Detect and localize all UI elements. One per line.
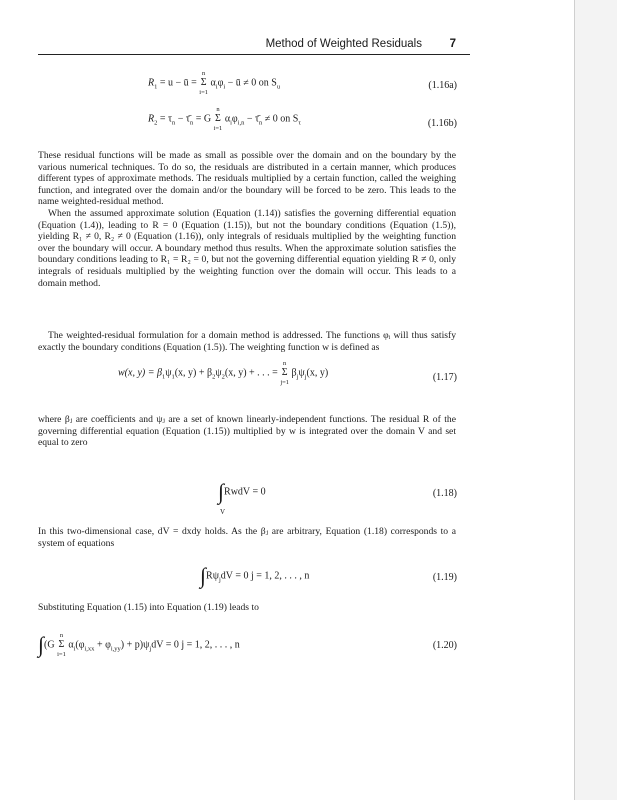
equation-1-19: $\int R\psi_jdV = 0$ j = 1, 2, . . . , n [200,563,310,588]
paragraph-6: Substituting Equation (1.15) into Equation (1.19) leads to [38,602,259,613]
paragraph-4: where βⱼ are coefficients and ψⱼ are a set of known linearly-independent functions. The residual R of the governing differential equation (Equation (1.15)) multiplied by w is integrated over the domain V and set equal to zero [38,414,456,449]
equation-1-16a: $R_1 = u$ − ū = n Σ i=1 $\alpha_i\varphi_i$ − ū ≠ 0 on $S_u$ [148,70,281,96]
paragraph-1: These residual functions will be made as small as possible over the domain and on the boundary by the various numerical techniques. To do so, the residuals are distributed in a certain manner, which produces different types of approximate methods. The residuals multiplied by a certain function, called the weighing function, and integrated over the domain and/or the boundary will be forced to be zero. This leads to the name weighted-residual method. [38,150,456,208]
scrollbar-track[interactable] [574,0,617,800]
equation-number: (1.16b) [427,118,457,129]
page-number: 7 [449,38,456,50]
equation-number: (1.18) [432,488,457,499]
equation-number: (1.17) [432,372,457,383]
equation-1-16b: $R_2 = \tau_n$ − $\taū_n = G$ n Σ i=1 $\alpha_i\varphi_{i,n}$ − $\taū_n \ne 0$ on $S_\tau$ [148,106,301,132]
equation-1-17: w(x, $y) = \beta_1\psi_1(x$, $y) + \beta_2\psi_2(x$, y) + . . . = n Σ j=1 $\beta_j\psi_j(x$, y) [118,360,329,386]
equation-1-18: ∫RwdV = 0 V [218,479,266,516]
equation-number: (1.20) [432,640,457,651]
header-title: Method of Weighted Residuals [265,38,422,50]
paragraph-5: In this two-dimensional case, dV = dxdy holds. As the βⱼ are arbitrary, Equation (1.18) corresponds to a system of equations [38,526,456,549]
paragraph-3: The weighted-residual formulation for a domain method is addressed. The functions φᵢ will thus satisfy exactly the boundary conditions (Equation (1.5)). The weighting function w is defined as [38,330,456,353]
equation-number: (1.19) [432,572,457,583]
equation-1-20: ∫(G n Σ i=1 $\alpha_i(\varphi_{i,xx} + \varphi_{i,yy}) + p)\psi_jdV = 0$ j = 1, 2, . . . , n [38,632,240,658]
equation-number: (1.16a) [428,80,457,91]
running-header [38,38,470,55]
paragraph-2: When the assumed approximate solution (Equation (1.14)) satisfies the governing differential equation (Equation (1.4)), leading to R = 0 (Equation (1.15)), but not the boundary conditions (Equation (1.5)), yielding R₁ ≠ 0, R₂ ≠ 0 (Equation (1.16)), only integrals of residuals multiplied by the weighting function over the boundary will occur. A boundary method thus results. When the approximate solution satisfies the boundary conditions leading to R₁ = R₂ = 0, but not the governing differential equation yielding R ≠ 0, only integrals of residuals multiplied by the weighting function over the domain will occur. This leads to a domain method. [38,208,456,289]
